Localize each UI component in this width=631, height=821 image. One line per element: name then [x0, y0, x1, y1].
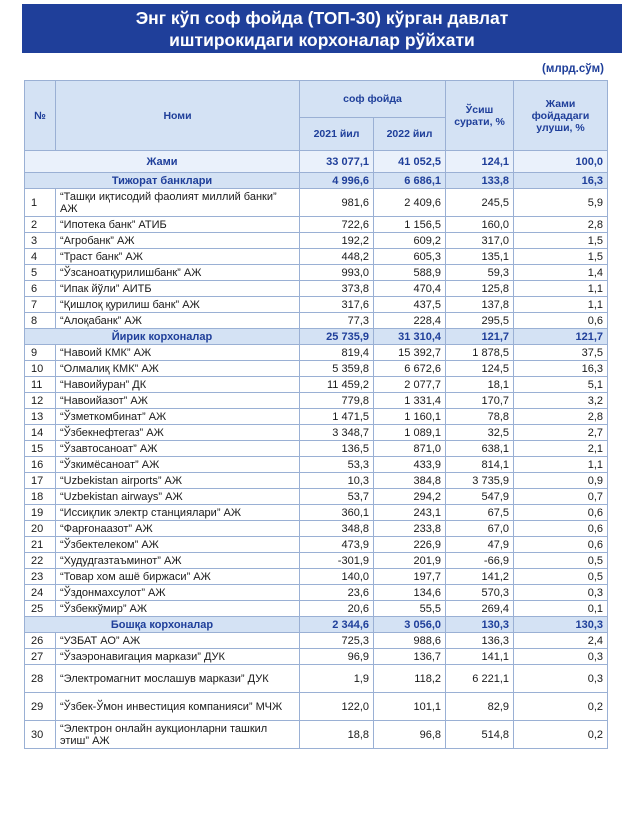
value-2021: 10,3 [300, 473, 374, 489]
share-value: 0,2 [514, 721, 608, 749]
value-2022: 470,4 [374, 281, 446, 297]
value-2022: 41 052,5 [374, 151, 446, 173]
growth-value: 133,8 [446, 173, 514, 189]
total-row [25, 151, 608, 173]
value-2022: 96,8 [374, 721, 446, 749]
growth-value: 1 878,5 [446, 345, 514, 361]
row-number: 5 [25, 265, 56, 281]
value-2022: 384,8 [374, 473, 446, 489]
share-value: 1,1 [514, 297, 608, 313]
value-2021: 33 077,1 [300, 151, 374, 173]
share-value: 0,6 [514, 313, 608, 329]
row-number: 12 [25, 393, 56, 409]
share-value: 37,5 [514, 345, 608, 361]
row-number: 23 [25, 569, 56, 585]
table-row [25, 313, 608, 329]
value-2021: 96,9 [300, 649, 374, 665]
value-2021: 23,6 [300, 585, 374, 601]
value-2022: 3 056,0 [374, 617, 446, 633]
table-row [25, 505, 608, 521]
title-line-1: Энг кўп соф фойда (ТОП-30) кўрган давлат [135, 8, 509, 28]
share-value: 2,1 [514, 441, 608, 457]
value-2022: 1 331,4 [374, 393, 446, 409]
row-number: 27 [25, 649, 56, 665]
row-name: “Ўзметкомбинат” АЖ [56, 409, 300, 425]
row-name: “УЗБАТ АО” АЖ [56, 633, 300, 649]
share-value: 0,7 [514, 489, 608, 505]
share-value: 0,3 [514, 665, 608, 693]
table-row [25, 489, 608, 505]
growth-value: 514,8 [446, 721, 514, 749]
growth-value: 82,9 [446, 693, 514, 721]
value-2022: 15 392,7 [374, 345, 446, 361]
share-value: 2,7 [514, 425, 608, 441]
table-row [25, 537, 608, 553]
row-name: “Uzbekistan airports” АЖ [56, 473, 300, 489]
row-number: 14 [25, 425, 56, 441]
share-value: 0,1 [514, 601, 608, 617]
growth-value: 125,8 [446, 281, 514, 297]
value-2021: 136,5 [300, 441, 374, 457]
row-number: 4 [25, 249, 56, 265]
share-value: 0,2 [514, 693, 608, 721]
row-label: Бошқа корхоналар [25, 617, 300, 633]
share-value: 1,4 [514, 265, 608, 281]
row-number: 18 [25, 489, 56, 505]
value-2021: 373,8 [300, 281, 374, 297]
value-2021: 20,6 [300, 601, 374, 617]
header-share: Жами фойдадаги улуши, % [514, 81, 608, 151]
row-number: 9 [25, 345, 56, 361]
growth-value: 121,7 [446, 329, 514, 345]
value-2022: 2 409,6 [374, 189, 446, 217]
table-row [25, 457, 608, 473]
growth-value: 67,0 [446, 521, 514, 537]
row-name: “Траст банк” АЖ [56, 249, 300, 265]
row-name: “Алоқабанк” АЖ [56, 313, 300, 329]
value-2022: 1 089,1 [374, 425, 446, 441]
value-2021: 5 359,8 [300, 361, 374, 377]
table-row [25, 425, 608, 441]
table-row [25, 377, 608, 393]
value-2021: 1,9 [300, 665, 374, 693]
table-row [25, 693, 608, 721]
share-value: 1,1 [514, 457, 608, 473]
growth-value: 245,5 [446, 189, 514, 217]
growth-value: 141,1 [446, 649, 514, 665]
growth-value: 78,8 [446, 409, 514, 425]
value-2021: -301,9 [300, 553, 374, 569]
row-name: “Фарғонаазот” АЖ [56, 521, 300, 537]
growth-value: 141,2 [446, 569, 514, 585]
share-value: 1,1 [514, 281, 608, 297]
value-2022: 871,0 [374, 441, 446, 457]
share-value: 100,0 [514, 151, 608, 173]
table-row [25, 521, 608, 537]
row-name: “Ипак йўли” АИТБ [56, 281, 300, 297]
row-number: 21 [25, 537, 56, 553]
row-name: “Қишлоқ қурилиш банк” АЖ [56, 297, 300, 313]
growth-value: 638,1 [446, 441, 514, 457]
row-number: 26 [25, 633, 56, 649]
value-2022: 2 077,7 [374, 377, 446, 393]
value-2022: 228,4 [374, 313, 446, 329]
table-row [25, 721, 608, 749]
row-name: “Иссиқлик электр станциялари” АЖ [56, 505, 300, 521]
row-name: “Ўзбектелеком” АЖ [56, 537, 300, 553]
value-2021: 53,3 [300, 457, 374, 473]
growth-value: 124,1 [446, 151, 514, 173]
table-body [25, 151, 608, 749]
title-banner [22, 4, 622, 53]
value-2021: 981,6 [300, 189, 374, 217]
row-name: “Ўзбек-Ўмон инвестиция компанияси” МЧЖ [56, 693, 300, 721]
share-value: 1,5 [514, 249, 608, 265]
row-number: 29 [25, 693, 56, 721]
growth-value: 295,5 [446, 313, 514, 329]
header-growth: Ўсиш сурати, % [446, 81, 514, 151]
row-name: “Навоийуран” ДК [56, 377, 300, 393]
value-2021: 2 344,6 [300, 617, 374, 633]
companies-table [24, 80, 608, 749]
growth-value: 18,1 [446, 377, 514, 393]
share-value: 2,8 [514, 409, 608, 425]
row-name: “Ўзбеккўмир” АЖ [56, 601, 300, 617]
share-value: 2,8 [514, 217, 608, 233]
row-name: “Ўзаэронавигация маркази” ДУК [56, 649, 300, 665]
value-2021: 317,6 [300, 297, 374, 313]
row-number: 16 [25, 457, 56, 473]
table-row [25, 393, 608, 409]
value-2021: 140,0 [300, 569, 374, 585]
row-name: “Худудгазтаъминот” АЖ [56, 553, 300, 569]
value-2021: 725,3 [300, 633, 374, 649]
growth-value: 130,3 [446, 617, 514, 633]
header-profit: соф фойда [300, 81, 446, 118]
value-2022: 233,8 [374, 521, 446, 537]
row-name: “Электрон онлайн аукционларни ташкил этиш” АЖ [56, 721, 300, 749]
share-value: 0,9 [514, 473, 608, 489]
value-2021: 1 471,5 [300, 409, 374, 425]
share-value: 3,2 [514, 393, 608, 409]
value-2022: 136,7 [374, 649, 446, 665]
growth-value: 137,8 [446, 297, 514, 313]
share-value: 16,3 [514, 173, 608, 189]
growth-value: 570,3 [446, 585, 514, 601]
row-number: 3 [25, 233, 56, 249]
value-2021: 473,9 [300, 537, 374, 553]
share-value: 121,7 [514, 329, 608, 345]
row-name: “Ўзсаноатқурилишбанк” АЖ [56, 265, 300, 281]
unit-label: (млрд.сўм) [541, 63, 604, 75]
share-value: 5,9 [514, 189, 608, 217]
share-value: 1,5 [514, 233, 608, 249]
share-value: 0,6 [514, 521, 608, 537]
table-row [25, 569, 608, 585]
growth-value: 59,3 [446, 265, 514, 281]
growth-value: 32,5 [446, 425, 514, 441]
table-row [25, 281, 608, 297]
row-name: “Товар хом ашё биржаси” АЖ [56, 569, 300, 585]
value-2022: 201,9 [374, 553, 446, 569]
header-2022: 2022 йил [374, 118, 446, 151]
row-number: 15 [25, 441, 56, 457]
row-number: 28 [25, 665, 56, 693]
row-number: 1 [25, 189, 56, 217]
row-number: 20 [25, 521, 56, 537]
row-label: Тижорат банклари [25, 173, 300, 189]
value-2022: 588,9 [374, 265, 446, 281]
row-number: 17 [25, 473, 56, 489]
growth-value: -66,9 [446, 553, 514, 569]
row-name: “Ўзавтосаноат” АЖ [56, 441, 300, 457]
share-value: 2,4 [514, 633, 608, 649]
row-name: “Навоийазот” АЖ [56, 393, 300, 409]
table-row [25, 265, 608, 281]
share-value: 0,6 [514, 505, 608, 521]
value-2022: 243,1 [374, 505, 446, 521]
row-number: 11 [25, 377, 56, 393]
group-row [25, 329, 608, 345]
table-row [25, 233, 608, 249]
table-row [25, 217, 608, 233]
row-number: 6 [25, 281, 56, 297]
share-value: 130,3 [514, 617, 608, 633]
growth-value: 3 735,9 [446, 473, 514, 489]
value-2021: 448,2 [300, 249, 374, 265]
value-2021: 993,0 [300, 265, 374, 281]
table-row [25, 441, 608, 457]
group-row [25, 617, 608, 633]
value-2022: 31 310,4 [374, 329, 446, 345]
table-row [25, 665, 608, 693]
row-number: 19 [25, 505, 56, 521]
row-name: “Ўздонмахсулот” АЖ [56, 585, 300, 601]
value-2021: 348,8 [300, 521, 374, 537]
value-2021: 192,2 [300, 233, 374, 249]
table-row [25, 585, 608, 601]
row-number: 25 [25, 601, 56, 617]
value-2022: 55,5 [374, 601, 446, 617]
group-row [25, 173, 608, 189]
value-2022: 6 686,1 [374, 173, 446, 189]
value-2022: 197,7 [374, 569, 446, 585]
growth-value: 47,9 [446, 537, 514, 553]
value-2021: 77,3 [300, 313, 374, 329]
value-2022: 134,6 [374, 585, 446, 601]
row-number: 8 [25, 313, 56, 329]
row-name: “Ипотека банк” АТИБ [56, 217, 300, 233]
value-2021: 18,8 [300, 721, 374, 749]
row-number: 22 [25, 553, 56, 569]
row-name: “Олмалиқ КМК” АЖ [56, 361, 300, 377]
value-2021: 722,6 [300, 217, 374, 233]
value-2022: 118,2 [374, 665, 446, 693]
value-2022: 605,3 [374, 249, 446, 265]
row-number: 7 [25, 297, 56, 313]
title-line-2: иштирокидаги корхоналар рўйхати [169, 30, 475, 50]
value-2021: 779,8 [300, 393, 374, 409]
row-number: 24 [25, 585, 56, 601]
header-num: № [25, 81, 56, 151]
value-2021: 11 459,2 [300, 377, 374, 393]
growth-value: 547,9 [446, 489, 514, 505]
value-2022: 1 156,5 [374, 217, 446, 233]
growth-value: 124,5 [446, 361, 514, 377]
growth-value: 269,4 [446, 601, 514, 617]
share-value: 0,5 [514, 569, 608, 585]
value-2022: 101,1 [374, 693, 446, 721]
value-2022: 433,9 [374, 457, 446, 473]
value-2022: 988,6 [374, 633, 446, 649]
row-name: “Uzbekistan airways” АЖ [56, 489, 300, 505]
value-2021: 25 735,9 [300, 329, 374, 345]
growth-value: 6 221,1 [446, 665, 514, 693]
table-row [25, 361, 608, 377]
value-2021: 53,7 [300, 489, 374, 505]
table-row [25, 249, 608, 265]
value-2022: 1 160,1 [374, 409, 446, 425]
value-2021: 819,4 [300, 345, 374, 361]
growth-value: 135,1 [446, 249, 514, 265]
row-name: “Навоий КМК” АЖ [56, 345, 300, 361]
table-row [25, 473, 608, 489]
share-value: 0,5 [514, 553, 608, 569]
row-number: 10 [25, 361, 56, 377]
share-value: 5,1 [514, 377, 608, 393]
value-2022: 609,2 [374, 233, 446, 249]
share-value: 0,3 [514, 649, 608, 665]
row-label: Жами [25, 151, 300, 173]
row-name: “Ўзкимёсаноат” АЖ [56, 457, 300, 473]
share-value: 0,3 [514, 585, 608, 601]
row-number: 2 [25, 217, 56, 233]
growth-value: 170,7 [446, 393, 514, 409]
row-name: “Агробанк” АЖ [56, 233, 300, 249]
row-number: 30 [25, 721, 56, 749]
header-2021: 2021 йил [300, 118, 374, 151]
value-2022: 6 672,6 [374, 361, 446, 377]
row-label: Йирик корхоналар [25, 329, 300, 345]
table-row [25, 409, 608, 425]
row-number: 13 [25, 409, 56, 425]
table-row [25, 345, 608, 361]
value-2022: 294,2 [374, 489, 446, 505]
growth-value: 317,0 [446, 233, 514, 249]
row-name: “Ўзбекнефтегаз” АЖ [56, 425, 300, 441]
value-2022: 226,9 [374, 537, 446, 553]
value-2021: 360,1 [300, 505, 374, 521]
growth-value: 160,0 [446, 217, 514, 233]
growth-value: 67,5 [446, 505, 514, 521]
share-value: 16,3 [514, 361, 608, 377]
header-name: Номи [56, 81, 300, 151]
row-name: “Ташқи иқтисодий фаолият миллий банки” АЖ [56, 189, 300, 217]
value-2021: 4 996,6 [300, 173, 374, 189]
table-row [25, 649, 608, 665]
value-2021: 122,0 [300, 693, 374, 721]
value-2022: 437,5 [374, 297, 446, 313]
value-2021: 3 348,7 [300, 425, 374, 441]
table-row [25, 189, 608, 217]
table-row [25, 553, 608, 569]
growth-value: 814,1 [446, 457, 514, 473]
table-row [25, 297, 608, 313]
table-row [25, 633, 608, 649]
share-value: 0,6 [514, 537, 608, 553]
growth-value: 136,3 [446, 633, 514, 649]
table-row [25, 601, 608, 617]
row-name: “Электромагнит мослашув маркази” ДУК [56, 665, 300, 693]
